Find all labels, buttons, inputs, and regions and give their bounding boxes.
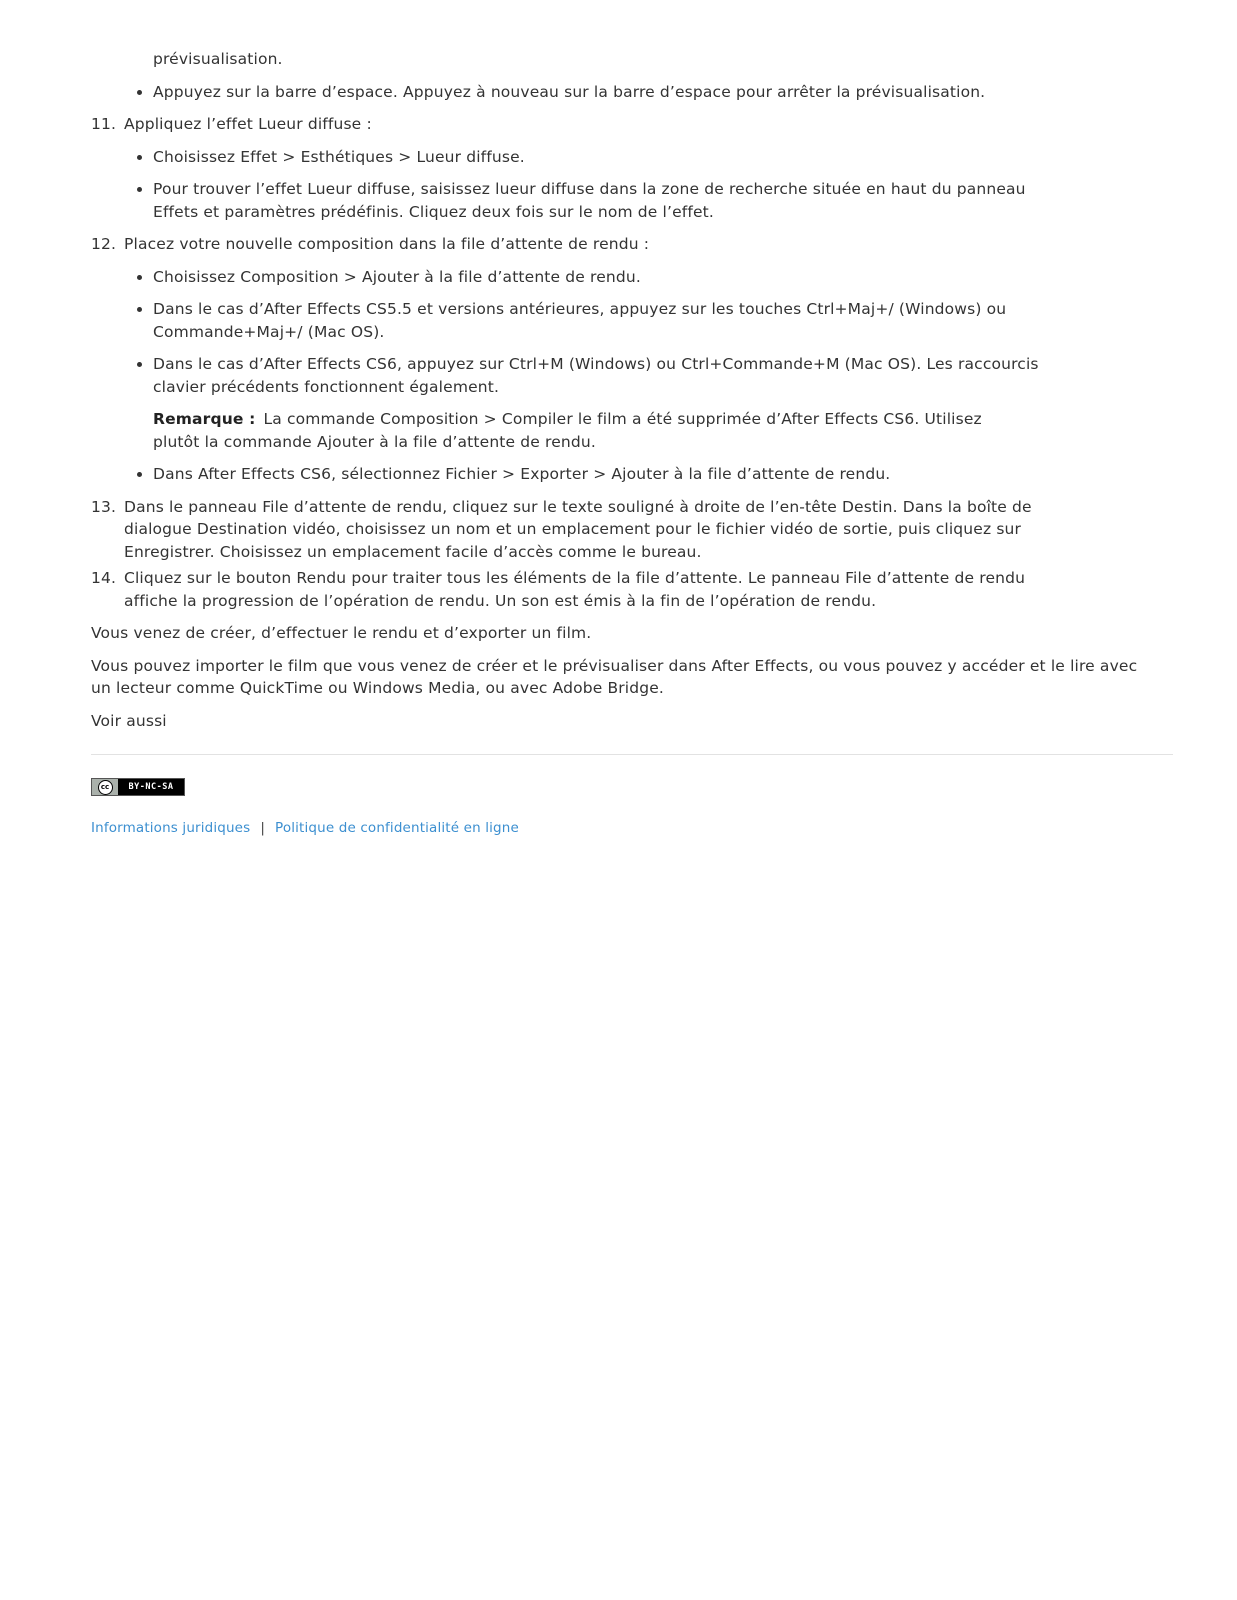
cc-logo-text: cc [98,780,113,795]
step-number: 13. [91,497,117,516]
list-item: Choisissez Composition > Ajouter à la file d’attente de rendu. [153,266,1053,289]
list-item-text: Dans le cas d’After Effects CS6, appuyez sur Ctrl+M (Windows) ou Ctrl+Commande+M (Mac OS). Les raccourcis clavier précédents fonctionnent également. [153,355,1039,396]
step-number: 11. [91,115,117,133]
list-item [153,353,1053,398]
step-text: Dans le panneau File d’attente de rendu, cliquez sur le texte souligné à droite de l’en-tête Destin. Dans la boîte de dialogue Destination vidéo, choisissez un nom et un emplacement pour le fichier vidéo de sortie, puis cliquez sur Enregistrer. Choisissez un emplacement facile d’accès comme le bureau. [124,497,1032,561]
footer-divider [91,754,1173,755]
cc-logo [92,779,118,795]
import-paragraph: Vous pouvez importer le film que vous venez de créer et le prévisualiser dans After Effects, ou vous pouvez y accéder et le lire avec un lecteur comme QuickTime ou Windows Media, ou avec Adobe Bridge. [91,656,1138,697]
list-item: Dans After Effects CS6, sélectionnez Fichier > Exporter > Ajouter à la file d’attente de rendu. [153,463,1053,486]
note-label: Remarque : [153,410,256,428]
step-12-bullets [124,266,1171,399]
step-12 [91,233,1171,486]
summary-paragraph: Vous venez de créer, d’effectuer le rendu et d’exporter un film. [91,624,592,642]
step-text: Appliquez l’effet Lueur diffuse : [124,115,372,133]
step-14 [91,567,1171,612]
privacy-policy-link[interactable]: Politique de confidentialité en ligne [275,820,519,836]
list-item: Pour trouver l’effet Lueur diffuse, saisissez lueur diffuse dans la zone de recherche située en haut du panneau Effets et paramètres prédéfinis. Cliquez deux fois sur le nom de l’effet. [153,178,1053,223]
creative-commons-icon[interactable] [91,778,185,796]
see-also-heading: Voir aussi [91,711,167,730]
license-badge-label: BY-NC-SA [128,782,174,792]
step-13 [91,496,1171,564]
note-block [153,408,1003,453]
step-12-bullets-continued [124,463,1171,486]
step-text: Cliquez sur le bouton Rendu pour traiter tous les éléments de la file d’attente. Le panneau File d’attente de rendu affiche la progression de l’opération de rendu. Un son est émis à la fin de l’opération de rendu. [124,569,1026,610]
step-number: 12. [91,235,117,253]
step-number: 14. [91,569,117,587]
note-text: La commande Composition > Compiler le film a été supprimée d’After Effects CS6. Utilisez plutôt la commande Ajouter à la file d’attente de rendu. [153,410,982,451]
list-item: Appuyez sur la barre d’espace. Appuyez à nouveau sur la barre d’espace pour arrêter la prévisualisation. [153,81,1053,104]
footer-links [91,818,1171,838]
list-item: Choisissez Effet > Esthétiques > Lueur diffuse. [153,146,1053,169]
intro-bullet-list [91,81,1171,104]
legal-info-link[interactable]: Informations juridiques [91,820,251,836]
step-text: Placez votre nouvelle composition dans la file d’attente de rendu : [124,235,650,253]
step-11 [91,113,1171,223]
step-11-bullets [124,146,1171,224]
continued-text: prévisualisation. [153,50,283,68]
footer-separator: | [260,820,266,836]
article-content [91,48,1171,838]
list-item: Dans le cas d’After Effects CS5.5 et versions antérieures, appuyez sur les touches Ctrl+Maj+/ (Windows) ou Commande+Maj+/ (Mac OS). [153,298,1053,343]
